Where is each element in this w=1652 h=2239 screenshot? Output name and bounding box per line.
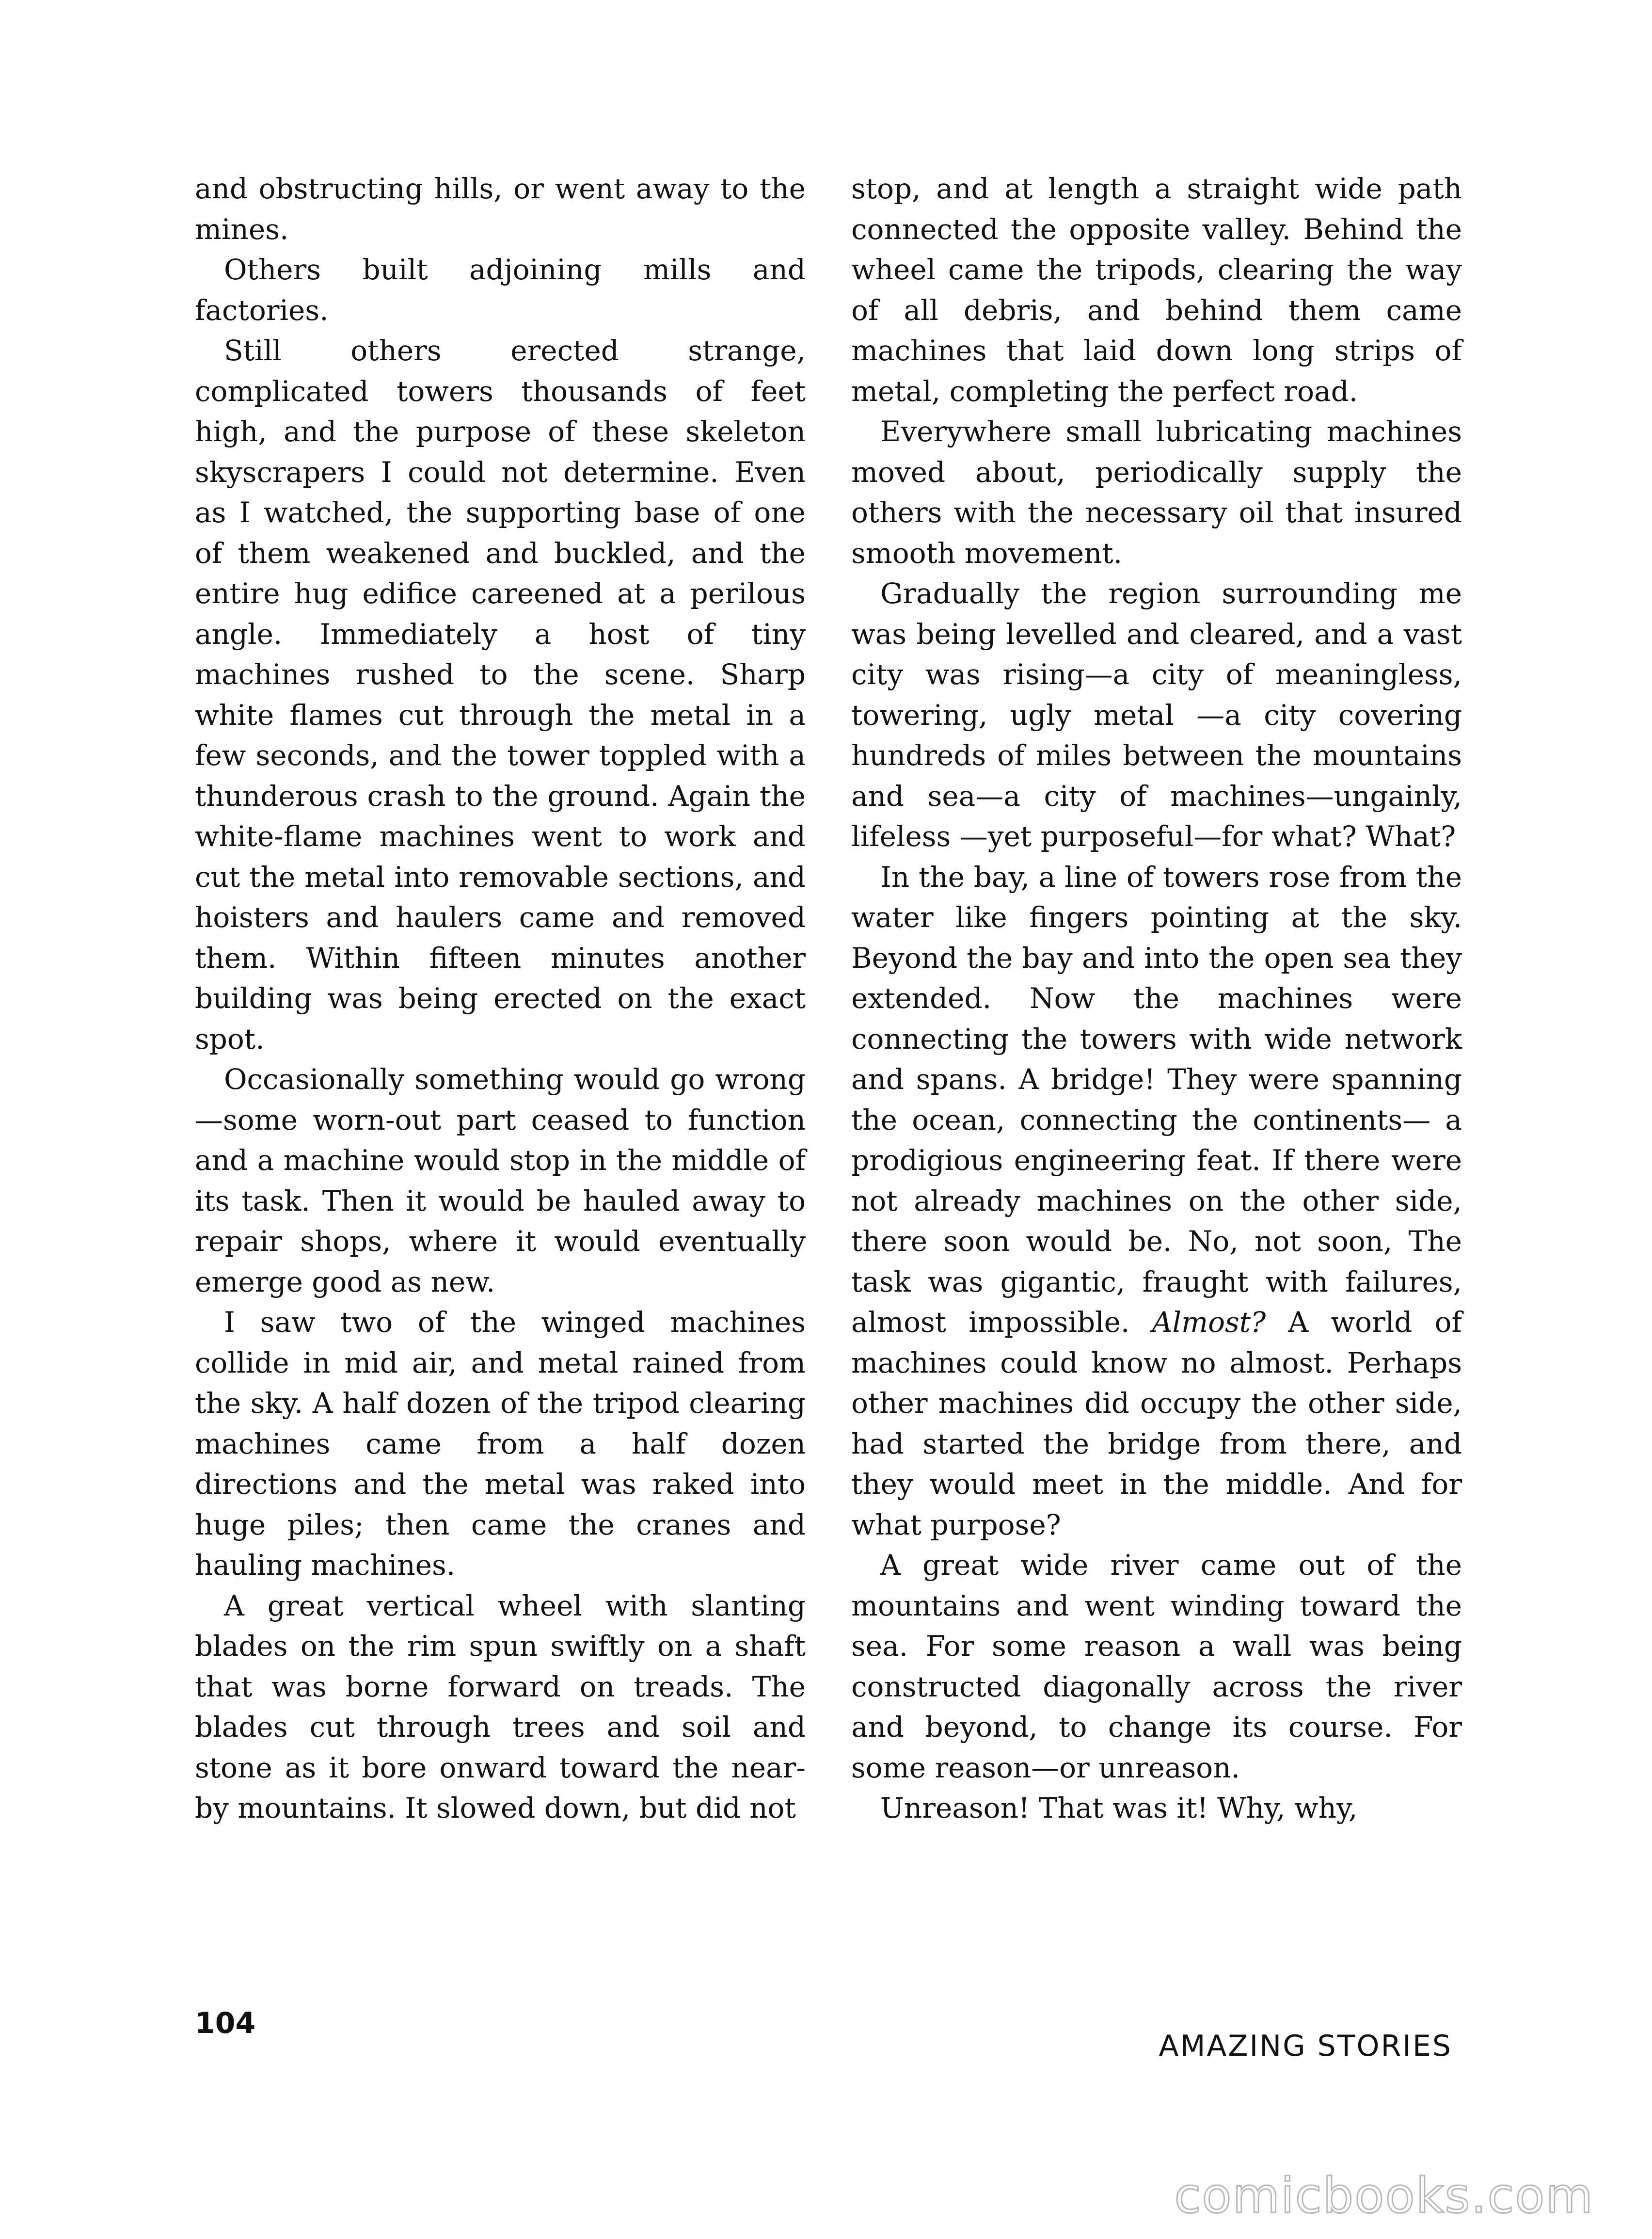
italic-emphasis: Almost? bbox=[1152, 1306, 1266, 1339]
left-column bbox=[195, 169, 806, 1829]
paragraph: Occasionally something would go wrong—some worn-out part ceased to function and a machine would stop in the middle of its task. Then it would be hauled away to repair shops, where it would eventually emerge good as new. bbox=[195, 1063, 806, 1298]
page-number: 104 bbox=[195, 2006, 256, 2040]
paragraph: A great vertical wheel with slanting blades on the rim spun swiftly on a shaft that was borne forward on treads. The blades cut through trees and soil and stone as it bore onward toward the near-by mountains. It slowed down, but did not bbox=[195, 1589, 806, 1824]
paragraph: Gradually the region surrounding me was being levelled and cleared, and a vast city was rising—a city of meaningless, towering, ugly metal —a city covering hundreds of miles between the mountains and sea—a city of machines—ungainly, lifeless —yet purposeful—for what? What? bbox=[851, 577, 1462, 853]
paragraph: Others built adjoining mills and factories. bbox=[195, 253, 806, 327]
paragraph: Unreason! That was it! Why, why, bbox=[880, 1791, 1358, 1824]
paragraph: stop, and at length a straight wide path connected the opposite valley. Behind the wheel came the tripods, clearing the way of all debris, and behind them came machines that laid down long strips of metal, completing the perfect road. bbox=[851, 172, 1462, 408]
running-footer: AMAZING STORIES bbox=[1159, 2029, 1452, 2063]
paragraph: and obstructing hills, or went away to the mines. bbox=[195, 172, 806, 246]
paragraph: Still others erected strange, complicated towers thousands of feet high, and the purpose of these skeleton skyscrapers I could not determine. Even as I watched, the supporting base of one of them weakened and buckled, and the entire hug edifice careened at a perilous angle. Immediately a host of tiny machines rushed to the scene. Sharp white flames cut through the metal in a few seconds, and the tower toppled with a thunderous crash to the ground. Again the white-flame machines went to work and cut the metal into removable sections, and hoisters and haulers came and removed them. Within fifteen minutes another building was being erected on the exact spot. bbox=[195, 334, 806, 1056]
bridge-text: In the bay, a line of towers rose from the water like fingers pointing at the sky. Beyond the bay and into the open sea they extended. Now the machines were connecting the towers with wide network and spans. A bridge! They were spanning the ocean, connecting the continents— a prodigious engineering feat. If there were not already machines on the other side, there soon would be. No, not soon, The task was gigantic, fraught with failures, almost impossible. bbox=[851, 860, 1462, 1339]
paragraph: I saw two of the winged machines collide in mid air, and metal rained from the sky. A half dozen of the tripod clearing machines came from a half dozen directions and the metal was raked into huge piles; then came the cranes and hauling machines. bbox=[195, 1306, 806, 1582]
right-column bbox=[851, 169, 1462, 1829]
bridge-paragraph bbox=[851, 857, 1462, 1546]
paragraph: Everywhere small lubricating machines moved about, periodically supply the others with the necessary oil that insured smooth movement. bbox=[851, 415, 1462, 570]
bridge-text-continued: A world of machines could know no almost. Perhaps other machines did occupy the other side, had started the bridge from there, and they would meet in the middle. And for what purpose? bbox=[851, 1306, 1462, 1541]
watermark: comicbooks.com bbox=[1174, 2167, 1594, 2224]
paragraph: A great wide river came out of the mountains and went winding toward the sea. For some reason a wall was being constructed diagonally across the river and beyond, to change its course. For some reason—or unreason. bbox=[851, 1549, 1462, 1784]
